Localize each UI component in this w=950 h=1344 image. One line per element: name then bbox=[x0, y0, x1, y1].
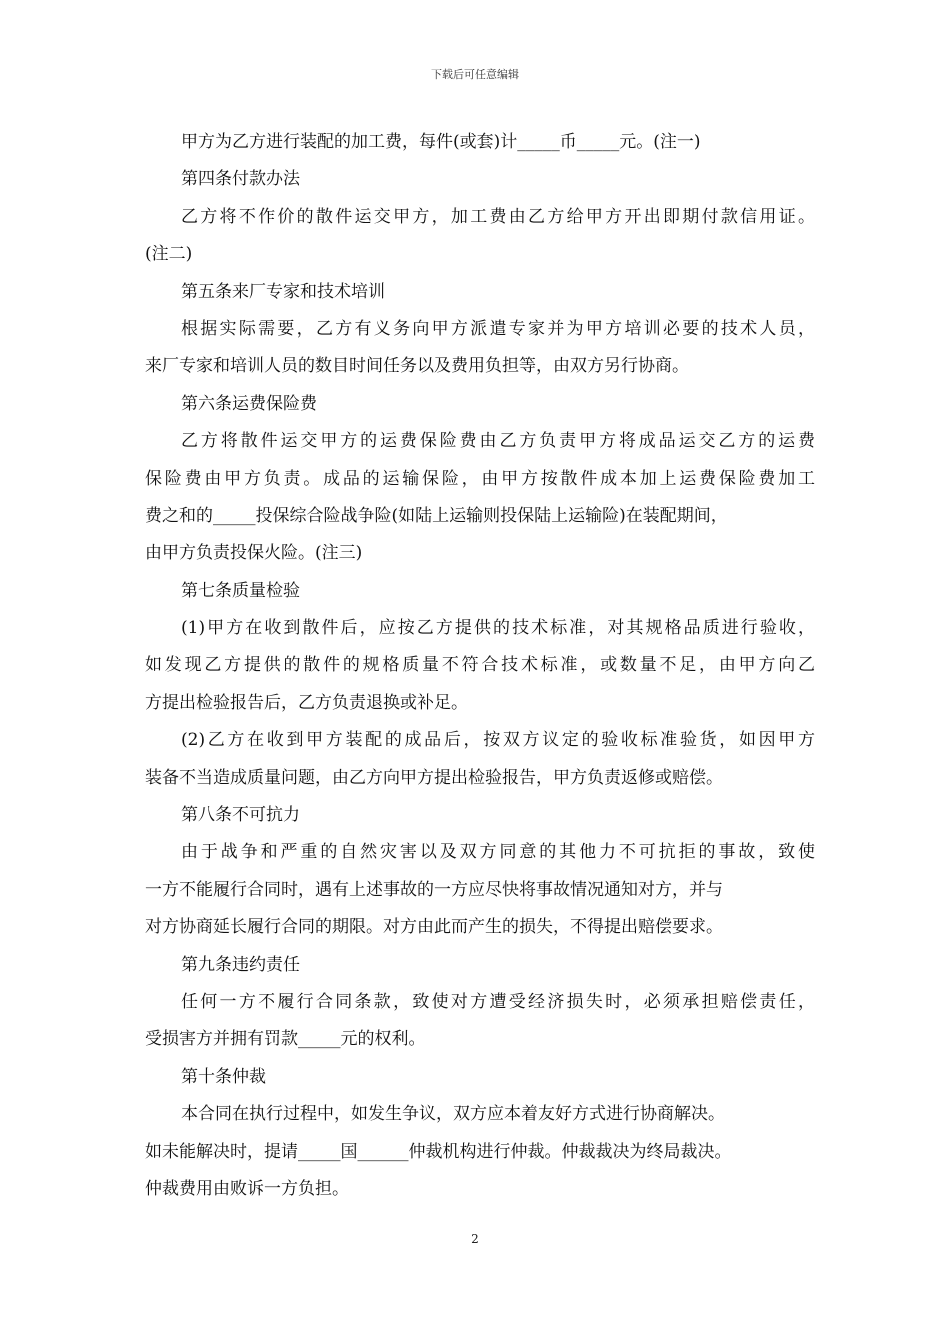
section-heading: 第五条来厂专家和技术培训 bbox=[181, 281, 385, 302]
paragraph-line: 仲裁费用由败诉一方负担。 bbox=[145, 1178, 349, 1199]
document-body bbox=[145, 124, 815, 1208]
paragraph-line: 来厂专家和培训人员的数目时间任务以及费用负担等，由双方另行协商。 bbox=[145, 356, 689, 377]
section-heading: 第六条运费保险费 bbox=[181, 393, 317, 414]
paragraph-line: 如发现乙方提供的散件的规格质量不符合技术标准，或数量不足，由甲方向乙 bbox=[145, 655, 815, 676]
paragraph-line: 任何一方不履行合同条款，致使对方遭受经济损失时，必须承担赔偿责任， bbox=[181, 991, 815, 1012]
page-number: 2 bbox=[471, 1232, 479, 1246]
paragraph-line: 根据实际需要，乙方有义务向甲方派遣专家并为甲方培训必要的技术人员， bbox=[181, 318, 815, 339]
section-heading: 第九条违约责任 bbox=[181, 954, 300, 975]
paragraph-line: 保险费由甲方负责。成品的运输保险，由甲方按散件成本加上运费保险费加工 bbox=[145, 468, 815, 489]
paragraph-line: (注二) bbox=[145, 244, 193, 265]
paragraph-line: 装备不当造成质量问题，由乙方向甲方提出检验报告，甲方负责返修或赔偿。 bbox=[145, 767, 723, 788]
paragraph-line: 本合同在执行过程中，如发生争议，双方应本着友好方式进行协商解决。 bbox=[181, 1104, 725, 1125]
paragraph-line: (1)甲方在收到散件后，应按乙方提供的技术标准，对其规格品质进行验收， bbox=[181, 618, 815, 639]
paragraph-line: 费之和的_____投保综合险战争险(如陆上运输则投保陆上运输险)在装配期间， bbox=[145, 505, 728, 526]
section-heading: 第八条不可抗力 bbox=[181, 805, 300, 826]
paragraph-line: 受损害方并拥有罚款_____元的权利。 bbox=[145, 1029, 426, 1050]
paragraph-line: 甲方为乙方进行装配的加工费，每件(或套)计_____币_____元。(注一) bbox=[181, 132, 701, 152]
paragraph-line: 如未能解决时，提请_____国______仲裁机构进行仲裁。仲裁裁决为终局裁决。 bbox=[145, 1141, 732, 1162]
paragraph-line: 由甲方负责投保火险。(注三) bbox=[145, 543, 363, 564]
section-heading: 第七条质量检验 bbox=[181, 580, 300, 601]
page-header: 下载后可任意编辑 bbox=[431, 68, 519, 81]
paragraph-line: 一方不能履行合同时，遇有上述事故的一方应尽快将事故情况通知对方，并与 bbox=[145, 879, 723, 900]
paragraph-line: 方提出检验报告后，乙方负责退换或补足。 bbox=[145, 692, 468, 713]
paragraph-line: 由于战争和严重的自然灾害以及双方同意的其他力不可抗拒的事故，致使 bbox=[181, 842, 815, 863]
paragraph-line: 对方协商延长履行合同的期限。对方由此而产生的损失，不得提出赔偿要求。 bbox=[145, 917, 723, 938]
paragraph-line: 乙方将散件运交甲方的运费保险费由乙方负责甲方将成品运交乙方的运费 bbox=[181, 431, 815, 452]
section-heading: 第四条付款办法 bbox=[181, 169, 300, 190]
paragraph-line: 乙方将不作价的散件运交甲方，加工费由乙方给甲方开出即期付款信用证。 bbox=[181, 206, 815, 227]
section-heading: 第十条仲裁 bbox=[181, 1066, 266, 1087]
paragraph-line: (2)乙方在收到甲方装配的成品后，按双方议定的验收标准验货，如因甲方 bbox=[181, 730, 815, 751]
